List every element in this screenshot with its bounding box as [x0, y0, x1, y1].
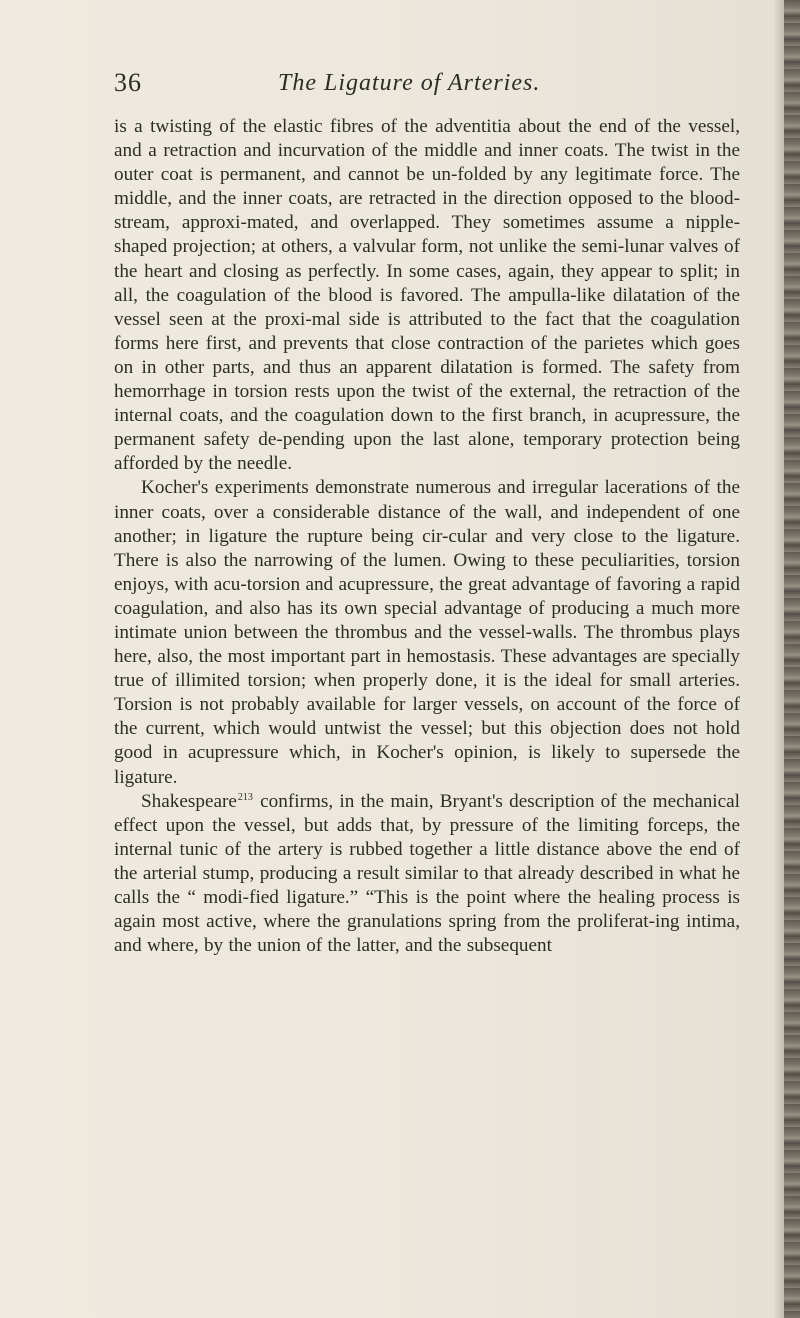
paragraph-1: is a twisting of the elastic fibres of the adventitia about the end of the vessel, and a retraction and incurvation of the middle and inner coats. The twist in the outer coat is permanent, and cannot be un-folded by any legitimate force. The middle, and the inner coats, are retracted in the direction opposed to the blood-stream, approxi-mated, and overlapped. They sometimes assume a nipple-shaped projection; at others, a valvular form, not unlike the semi-lunar valves of the heart and closing as perfectly. In some cases, again, they appear to split; in all, the coagulation of the blood is favored. The ampulla-like dilatation of the vessel seen at the proxi-mal side is attributed to the fact that the coagulation forms here first, and prevents that close contraction of the parietes which goes on in other parts, and thus an apparent dilatation is formed. The safety from hemorrhage in torsion rests upon the twist of the external, the retraction of the internal coats, and the coagulation down to the first branch, in acupressure, the permanent safety de-pending upon the last alone, temporary protection being afforded by the needle. [114, 116, 740, 475]
author-name: Shakespeare [141, 790, 237, 812]
body-text [114, 115, 740, 958]
paragraph-3-text: confirms, in the main, Bryant's description of the mechanical effect upon the vessel, but adds that, by pressure of the limiting forceps, the internal tunic of the artery is rubbed together a little distance above the end of the arterial stump, producing a result similar to that already described in what he calls the “ modi-fied ligature.” “This is the point where the healing process is again most active, where the granulations spring from the proliferat-ing intima, and where, by the union of the latter, and the subsequent [114, 790, 740, 957]
reference-number: 213 [237, 791, 253, 803]
running-title: The Ligature of Arteries. [278, 70, 541, 96]
book-page-edge [784, 0, 800, 1318]
running-header [114, 66, 754, 102]
page-edge-shadow [774, 0, 784, 1318]
paragraph-2: Kocher's experiments demonstrate numerous and irregular lacerations of the inner coats, over a considerable distance of the wall, and independent of one another; in ligature the rupture being cir-cular and very close to the ligature. There is also the narrowing of the lumen. Owing to these peculiarities, torsion enjoys, with acu-torsion and acupressure, the great advantage of favoring a rapid coagulation, and also has its own special advantage of producing a much more intimate union between the thrombus and the vessel-walls. The thrombus plays here, also, the most important part in hemostasis. These advantages are specially true of illimited torsion; when properly done, it is the ideal for small arteries. Torsion is not probably available for larger vessels, on account of the force of the current, which would untwist the vessel; but this objection does not hold good in acupressure which, in Kocher's opinion, is likely to supersede the ligature. [114, 477, 740, 788]
paragraph-3 [114, 790, 740, 959]
page-number: 36 [114, 68, 142, 97]
